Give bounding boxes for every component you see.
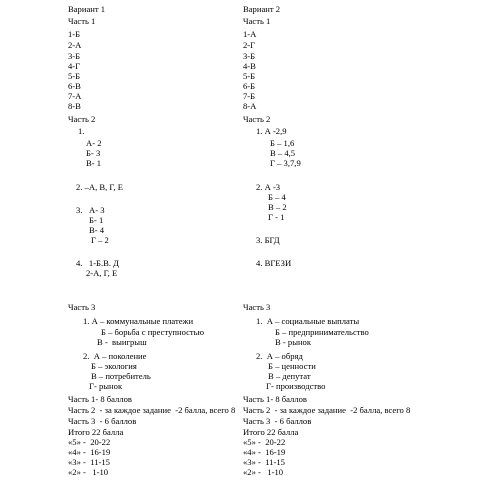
v2-p2-q2-line: В – 2: [268, 202, 287, 212]
v1-p2-q3-number: 3.: [76, 205, 83, 215]
v1-grade-line: «2» - 1-10: [68, 467, 109, 477]
v2-p2-q1-line: Г – 3,7,9: [270, 158, 301, 168]
v2-p2-q2-line: Б – 4: [268, 192, 286, 202]
v2-grade-line: «5» - 20-22: [243, 437, 286, 447]
v2-p2-q2-line: Г - 1: [268, 212, 285, 222]
v2-p2-q3: 3. БГД: [256, 235, 280, 245]
v1-p2-q3-line: Г – 2: [91, 235, 109, 245]
v1-p3-q1-line: В - выигрыш: [97, 337, 147, 347]
v2-p3-q2-line: 2. А – обряд: [256, 351, 303, 361]
v1-part1-title: Часть 1: [68, 16, 96, 26]
v1-answer: 6-В: [68, 81, 81, 91]
v1-p3-q2-line: В – потребитель: [91, 371, 151, 381]
v2-part2-title: Часть 2: [243, 114, 271, 124]
v2-p2-q4: 4. ВГЕЗИ: [256, 258, 292, 268]
v1-scoring-line: Часть 3 - 6 баллов: [68, 416, 137, 426]
v2-answer: 3-Б: [243, 51, 256, 61]
v2-scoring-line: Часть 3 - 6 баллов: [243, 416, 312, 426]
v1-grade-line: «3» - 11-15: [68, 457, 110, 467]
v1-answer: 4-Г: [68, 61, 81, 71]
variant-1-title: Вариант 1: [68, 4, 106, 14]
v1-p3-q2-line: Г- рынок: [89, 381, 123, 391]
v1-p2-q2: 2. –А, В, Г, Е: [76, 182, 123, 192]
v2-scoring-line: Итого 22 балла: [243, 427, 299, 437]
v1-answer: 2-А: [68, 40, 82, 50]
v1-p3-q2-line: Б – экология: [91, 361, 137, 371]
v2-p3-q2-line: В – депутат: [268, 371, 311, 381]
v1-scoring-line: Часть 2 - за каждое задание -2 балла, всего 8: [68, 405, 236, 415]
v2-answer: 6-Б: [243, 81, 256, 91]
v2-scoring-line: Часть 1- 8 баллов: [243, 394, 307, 404]
v1-p2-q4-line: 2-А, Г, Е: [86, 268, 118, 278]
v2-p3-q1-line: 1. А – социальные выплаты: [256, 316, 360, 326]
v1-p2-q1-line: В- 1: [86, 158, 102, 168]
v2-p3-q2-line: Б – ценности: [268, 361, 316, 371]
v1-grade-line: «5» - 20-22: [68, 437, 111, 447]
v1-p2-q3-line: В- 4: [89, 225, 105, 235]
v1-scoring-line: Итого 22 балла: [68, 427, 124, 437]
v2-p3-q1-line: В - рынок: [275, 337, 312, 347]
v2-grade-line: «4» - 16-19: [243, 447, 286, 457]
v2-answer: 1-А: [243, 29, 257, 39]
v2-p3-q1-line: Б – предпринимательство: [275, 327, 369, 337]
v2-p2-q1-line: В – 4,5: [270, 148, 296, 158]
v1-grade-line: «4» - 16-19: [68, 447, 111, 457]
v2-grade-line: «3» - 11-15: [243, 457, 285, 467]
v1-answer: 1-Б: [68, 29, 81, 39]
v2-p2-q1-line: 1. А -2,9: [256, 126, 287, 136]
v2-answer: 4-В: [243, 61, 256, 71]
v2-scoring-line: Часть 2 - за каждое задание -2 балла, всего 8: [243, 405, 411, 415]
v1-p2-q1-line: А- 2: [86, 138, 102, 148]
v1-answer: 8-В: [68, 101, 81, 111]
v1-scoring-line: Часть 1- 8 баллов: [68, 394, 132, 404]
v1-part2-title: Часть 2: [68, 114, 96, 124]
v2-part3-title: Часть 3: [243, 302, 271, 312]
v2-part1-title: Часть 1: [243, 16, 271, 26]
variant-2-title: Вариант 2: [243, 4, 281, 14]
v2-answer: 2-Г: [243, 40, 256, 50]
v1-p2-q1-line: Б- 3: [86, 148, 101, 158]
v2-grade-line: «2» - 1-10: [243, 467, 284, 477]
v2-p2-q2-line: 2. А -3: [256, 182, 281, 192]
v1-p2-q1-number: 1.: [78, 126, 85, 136]
v1-p3-q1-line: Б – борьба с преступностью: [101, 327, 205, 337]
v2-p2-q1-line: Б – 1,6: [270, 138, 295, 148]
v2-answer: 8-А: [243, 101, 257, 111]
v1-p2-q4-line: 4. 1-Б.В. Д: [76, 258, 120, 268]
v1-part3-title: Часть 3: [68, 302, 96, 312]
v1-answer: 5-Б: [68, 71, 81, 81]
v2-p3-q2-line: Г- производство: [266, 381, 326, 391]
v1-p3-q2-line: 2. А – поколение: [83, 351, 147, 361]
v2-answer: 5-Б: [243, 71, 256, 81]
v1-p2-q3-line: А- 3: [89, 205, 105, 215]
v1-answer: 7-А: [68, 91, 82, 101]
v2-answer: 7-Б: [243, 91, 256, 101]
v1-p3-q1-line: 1. А – коммунальные платежи: [83, 316, 194, 326]
v1-answer: 3-Б: [68, 51, 81, 61]
v1-p2-q3-line: Б- 1: [89, 215, 104, 225]
